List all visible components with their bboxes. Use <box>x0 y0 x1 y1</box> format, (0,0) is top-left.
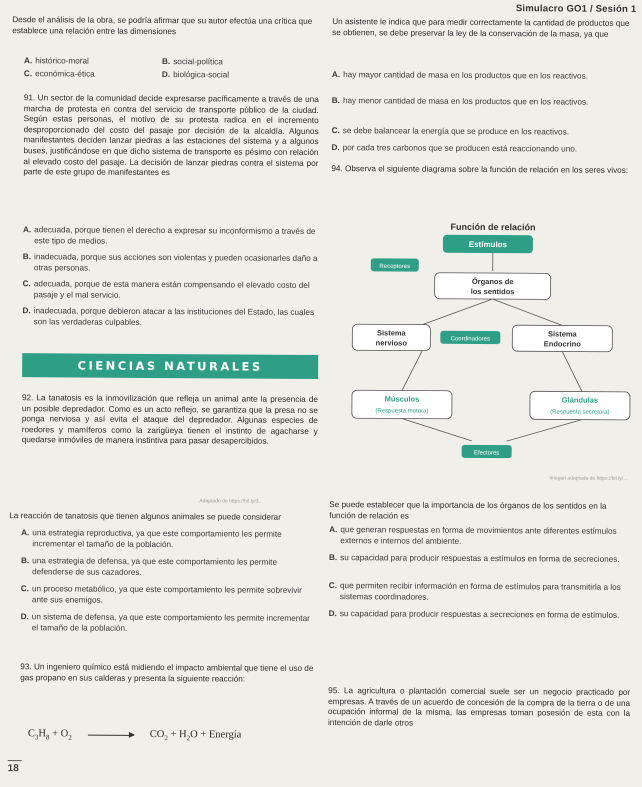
q94-option-d[interactable]: D. su capacidad para producir respuestas a secreciones en forma de estímulos. <box>329 609 631 621</box>
q92-option-a[interactable]: A. una estrategia reproductiva, ya que este comportamiento les permite incrementar el tamaño de la población. <box>21 528 317 551</box>
question-93: 93. Un ingeniero químico está midiendo el impacto ambiental que tiene el uso de gas propano en sus calderas y presenta la siguiente reacción: <box>20 662 320 685</box>
intro-option-b[interactable]: B. social-política <box>162 57 223 68</box>
q92-option-b[interactable]: B. una estrategia de defensa, ya que este comportamiento les permite defenderse de sus cazadores. <box>21 556 317 579</box>
nervous-system-line1: Sistema <box>377 328 407 337</box>
q91-option-a[interactable]: A. adecuada, porque tienen el derecho a expresar su inconformismo a través de este tipo de medios. <box>23 225 319 248</box>
nervous-system-line2: nervioso <box>376 338 408 347</box>
endocrine-system-line1: Sistema <box>548 329 578 338</box>
secretory-response-label: (Respuesta secretora) <box>550 409 609 415</box>
q91-option-b[interactable]: B. inadecuada, porque sus acciones son violentas y pueden ocasionarles daño a otras personas. <box>23 252 319 275</box>
q91-option-c[interactable]: C. adecuada, porque de esta manera están compensando el elevado costo del pasaje y el mal servicio. <box>23 279 319 302</box>
reaction-arrow-icon <box>88 735 134 736</box>
q92-option-c[interactable]: C. un proceso metabólico, ya que este comportamiento les permite sobrevivir ante sus enemigos. <box>21 584 317 607</box>
q94-question: Se puede establecer que la importancia de los órganos de los sentidos en la función de relación es <box>329 500 631 523</box>
sense-organs-label-line1: Órganos de <box>472 277 514 286</box>
right-option-a[interactable]: A. hay mayor cantidad de masa en los productos que en los reactivos. <box>332 70 634 82</box>
question-95: 95. La agricultura o plantación comercial suele ser un negocio practicado por empresas. A través de un acuerdo de concesión de la compra de la tierra o de una ocupación informal de la misma, las empresas toman posesión de esta con la intención de darle otros <box>328 686 630 730</box>
diagram-title: Función de relación <box>450 222 535 233</box>
diagram-credit: Imagen adaptada de https://bit.ly/... <box>549 475 627 481</box>
intro-question: Desde el análisis de la obra, se podría afirmar que su autor efectúa una crítica que establece una relación entre las dimensiones <box>12 15 312 38</box>
equation-products: $CO_2 + H_2O$ + Energía <box>150 729 242 743</box>
question-94: 94. Observa el siguiente diagrama sobre la función de relación en los seres vivos: <box>331 164 633 176</box>
intro-option-c[interactable]: C. económica-ética <box>24 69 95 80</box>
intro-option-a[interactable]: A. histórico-moral <box>24 56 89 67</box>
q94-option-a[interactable]: A. que generan respuestas en forma de movimientos ante diferentes estímulos externos e internos del ambiente. <box>329 525 631 548</box>
q94-option-b[interactable]: B. su capacidad para producir respuestas a estímulos en forma de secreciones. <box>329 553 631 565</box>
relation-function-diagram <box>321 220 635 484</box>
effectors-label: Efectores <box>474 450 499 456</box>
right-option-d[interactable]: D. por cada tres carbonos que se producen está reaccionando uno. <box>331 143 633 155</box>
chemical-equation <box>28 728 242 742</box>
receptors-label: Receptores <box>379 264 410 270</box>
question-91: 91. Un sector de la comunidad decide expresarse pacíficamente a través de una marcha de protesta en contra del servicio de transporte público de la ciudad. Según estas personas, el motivo de su protesta radica en el incremento desproporcionado del costo del pasaje por decisión de la alcaldía. Algunos manifestantes deciden lanzar piedras a las estaciones del sistema y a algunos buses, justificándose en que dicho sistema de transporte es pésimo con relación al elevado costo del pasaje. La decisión de lanzar piedras contra el sistema por parte de este grupo de manifestantes es <box>23 93 319 180</box>
glands-label: Glándulas <box>562 395 598 404</box>
equation-reactants: $C_3H_8 + O_2$ <box>28 728 72 741</box>
question-92: 92. La tanatosis es la inmovilización que refleja un animal ante la presencia de un posible depredador. Como es un acto reflejo, se garantiza que la presa no se ponga nerviosa y así evita el ataque del depredador. Algunas especies de roedores y mamíferos como la zarigüeya tienen el instinto de agacharse y quedarse inmóviles de manera instintiva para pasar desapercibidos. <box>22 393 318 448</box>
q92-option-d[interactable]: D. un sistema de defensa, ya que este comportamiento les permite incrementar el tamaño de la población. <box>21 612 317 635</box>
coordinators-label: Coordinadores <box>451 336 490 342</box>
right-intro: Un asistente le indica que para medir correctamente la cantidad de productos que se obtienen, se debe preservar la ley de la conservación de la masa, ya que <box>332 17 634 40</box>
endocrine-system-line2: Endocrino <box>544 339 582 348</box>
page-header: Simulacro GO1 / Sesión 1 <box>516 3 637 15</box>
right-option-c[interactable]: C. se debe balancear la energía que se produce en los reactivos. <box>332 126 634 138</box>
q92-question: La reacción de tanatosis que tienen algunos animales se puede considerar <box>9 511 319 523</box>
q94-option-c[interactable]: C. que permiten recibir información en forma de estímulos para transmitirla a los sistemas coordinadores. <box>329 581 631 604</box>
muscles-label: Músculos <box>385 394 420 403</box>
intro-option-d[interactable]: D. biológica-social <box>162 70 229 81</box>
page-number: 18 <box>8 763 19 774</box>
stimuli-label: Estímulos <box>469 240 508 249</box>
q91-option-d[interactable]: D. inadecuada, porque debieron atacar a las instituciones del Estado, las cuales son las verdaderas culpables. <box>22 306 318 329</box>
sense-organs-label-line2: los sentidos <box>471 287 515 296</box>
right-option-b[interactable]: B. hay menor cantidad de masa en los productos que en los reactivos. <box>332 96 634 108</box>
q92-credit: Adaptado de https://bit.ly/3... <box>199 498 262 504</box>
motor-response-label: (Respuesta motora) <box>375 408 428 414</box>
section-banner: CIENCIAS NATURALES <box>22 353 318 379</box>
